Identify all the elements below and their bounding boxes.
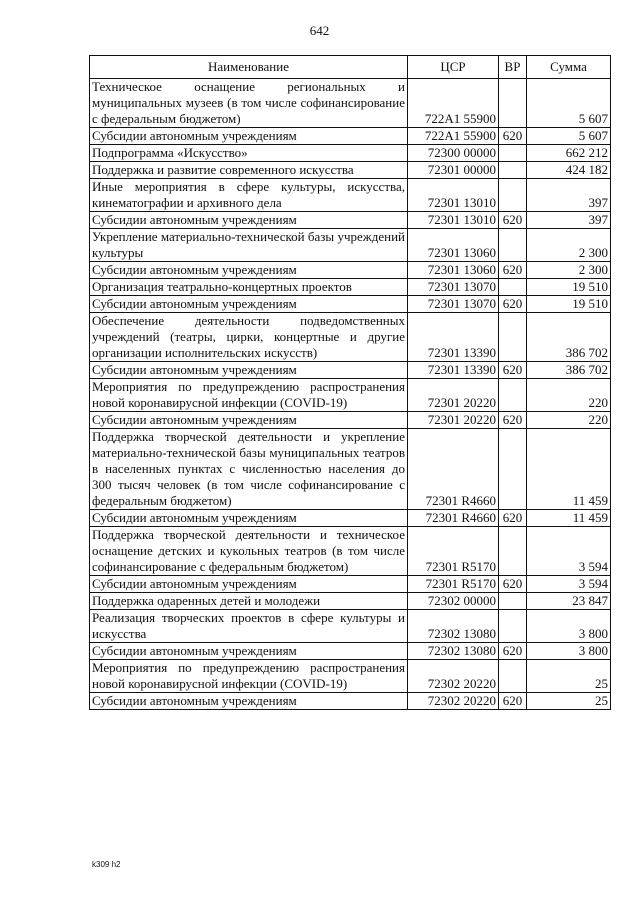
row-csr: 722А1 55900 xyxy=(408,79,499,128)
row-csr: 722А1 55900 xyxy=(408,128,499,145)
row-csr: 72302 20220 xyxy=(408,660,499,693)
table-header-row xyxy=(90,56,611,79)
table-row xyxy=(90,179,611,212)
page-number: 642 xyxy=(309,23,330,38)
table-row xyxy=(90,313,611,362)
row-vr xyxy=(499,279,527,296)
row-vr xyxy=(499,162,527,179)
row-sum: 3 800 xyxy=(527,610,611,643)
table-row xyxy=(90,527,611,576)
row-csr: 72301 13010 xyxy=(408,179,499,212)
row-vr: 620 xyxy=(499,510,527,527)
row-vr xyxy=(499,593,527,610)
row-vr xyxy=(499,379,527,412)
row-name: Поддержка творческой деятельности и укрепление материально-технической базы муниципальных театров в населенных пунктах с численностью населения до 300 тысяч человек (в том числе софинансирование с федеральным бюджетом) xyxy=(90,429,408,510)
header-vr: ВР xyxy=(499,56,527,79)
table-row xyxy=(90,145,611,162)
row-sum: 2 300 xyxy=(527,262,611,279)
row-sum: 19 510 xyxy=(527,296,611,313)
row-csr: 72301 13070 xyxy=(408,279,499,296)
row-vr xyxy=(499,429,527,510)
table-row xyxy=(90,610,611,643)
row-csr: 72302 13080 xyxy=(408,643,499,660)
row-name: Иные мероприятия в сфере культуры, искусства, кинематографии и архивного дела xyxy=(90,179,408,212)
row-sum: 397 xyxy=(527,212,611,229)
row-name: Реализация творческих проектов в сфере культуры и искусства xyxy=(90,610,408,643)
row-csr: 72302 13080 xyxy=(408,610,499,643)
row-sum: 3 800 xyxy=(527,643,611,660)
row-csr: 72301 R5170 xyxy=(408,576,499,593)
table-row xyxy=(90,162,611,179)
row-sum: 662 212 xyxy=(527,145,611,162)
row-vr xyxy=(499,660,527,693)
row-sum: 3 594 xyxy=(527,576,611,593)
header-name: Наименование xyxy=(90,56,408,79)
row-vr: 620 xyxy=(499,212,527,229)
row-csr: 72301 R4660 xyxy=(408,510,499,527)
table-row xyxy=(90,412,611,429)
row-sum: 5 607 xyxy=(527,79,611,128)
row-sum: 424 182 xyxy=(527,162,611,179)
row-name: Субсидии автономным учреждениям xyxy=(90,296,408,313)
row-csr: 72301 13010 xyxy=(408,212,499,229)
row-vr xyxy=(499,79,527,128)
table-row xyxy=(90,128,611,145)
table-row xyxy=(90,279,611,296)
footer-code: k309 h2 xyxy=(92,860,121,869)
row-name: Поддержка одаренных детей и молодежи xyxy=(90,593,408,610)
table-row xyxy=(90,693,611,710)
table-row xyxy=(90,643,611,660)
table-row xyxy=(90,660,611,693)
row-name: Субсидии автономным учреждениям xyxy=(90,643,408,660)
row-sum: 23 847 xyxy=(527,593,611,610)
row-vr: 620 xyxy=(499,296,527,313)
row-name: Субсидии автономным учреждениям xyxy=(90,262,408,279)
row-name: Субсидии автономным учреждениям xyxy=(90,412,408,429)
row-csr: 72301 13060 xyxy=(408,262,499,279)
row-vr xyxy=(499,179,527,212)
row-vr xyxy=(499,610,527,643)
row-sum: 25 xyxy=(527,693,611,710)
row-vr: 620 xyxy=(499,576,527,593)
row-name: Поддержка и развитие современного искусства xyxy=(90,162,408,179)
row-csr: 72301 13070 xyxy=(408,296,499,313)
table-row xyxy=(90,593,611,610)
row-name: Мероприятия по предупреждению распространения новой коронавирусной инфекции (COVID-19) xyxy=(90,660,408,693)
row-name: Укрепление материально-технической базы учреждений культуры xyxy=(90,229,408,262)
row-csr: 72301 R5170 xyxy=(408,527,499,576)
row-sum: 5 607 xyxy=(527,128,611,145)
row-csr: 72301 13390 xyxy=(408,362,499,379)
row-sum: 220 xyxy=(527,412,611,429)
table-row xyxy=(90,212,611,229)
table-row xyxy=(90,576,611,593)
row-sum: 19 510 xyxy=(527,279,611,296)
budget-table xyxy=(89,55,611,710)
row-csr: 72301 20220 xyxy=(408,412,499,429)
row-csr: 72301 20220 xyxy=(408,379,499,412)
row-sum: 386 702 xyxy=(527,362,611,379)
row-vr xyxy=(499,145,527,162)
row-csr: 72301 00000 xyxy=(408,162,499,179)
row-vr xyxy=(499,313,527,362)
row-sum: 11 459 xyxy=(527,510,611,527)
table-row xyxy=(90,229,611,262)
header-csr: ЦСР xyxy=(408,56,499,79)
table-row xyxy=(90,379,611,412)
table-row xyxy=(90,262,611,279)
row-name: Субсидии автономным учреждениям xyxy=(90,212,408,229)
row-csr: 72301 13060 xyxy=(408,229,499,262)
row-vr: 620 xyxy=(499,362,527,379)
row-csr: 72302 00000 xyxy=(408,593,499,610)
table-body xyxy=(90,79,611,710)
table-row xyxy=(90,510,611,527)
row-vr: 620 xyxy=(499,128,527,145)
row-name: Обеспечение деятельности подведомственных учреждений (театры, цирки, концертные и другие организации исполнительских искусств) xyxy=(90,313,408,362)
row-sum: 386 702 xyxy=(527,313,611,362)
row-name: Поддержка творческой деятельности и техническое оснащение детских и кукольных театров (в том числе софинансирование с федеральным бюджетом) xyxy=(90,527,408,576)
row-csr: 72302 20220 xyxy=(408,693,499,710)
row-name: Подпрограмма «Искусство» xyxy=(90,145,408,162)
row-vr: 620 xyxy=(499,643,527,660)
row-sum: 25 xyxy=(527,660,611,693)
row-name: Субсидии автономным учреждениям xyxy=(90,576,408,593)
row-sum: 220 xyxy=(527,379,611,412)
table-row xyxy=(90,79,611,128)
row-csr: 72300 00000 xyxy=(408,145,499,162)
header-sum: Сумма xyxy=(527,56,611,79)
row-vr xyxy=(499,229,527,262)
table-row xyxy=(90,429,611,510)
row-sum: 397 xyxy=(527,179,611,212)
row-vr xyxy=(499,527,527,576)
table-row xyxy=(90,362,611,379)
row-name: Субсидии автономным учреждениям xyxy=(90,510,408,527)
row-sum: 2 300 xyxy=(527,229,611,262)
row-name: Техническое оснащение региональных и муниципальных музеев (в том числе софинансирование с федеральным бюджетом) xyxy=(90,79,408,128)
row-vr: 620 xyxy=(499,412,527,429)
table-row xyxy=(90,296,611,313)
row-vr: 620 xyxy=(499,693,527,710)
row-vr: 620 xyxy=(499,262,527,279)
row-csr: 72301 13390 xyxy=(408,313,499,362)
row-sum: 3 594 xyxy=(527,527,611,576)
row-sum: 11 459 xyxy=(527,429,611,510)
row-name: Субсидии автономным учреждениям xyxy=(90,362,408,379)
row-name: Субсидии автономным учреждениям xyxy=(90,693,408,710)
row-name: Мероприятия по предупреждению распространения новой коронавирусной инфекции (COVID-19) xyxy=(90,379,408,412)
row-name: Субсидии автономным учреждениям xyxy=(90,128,408,145)
row-name: Организация театрально-концертных проектов xyxy=(90,279,408,296)
row-csr: 72301 R4660 xyxy=(408,429,499,510)
